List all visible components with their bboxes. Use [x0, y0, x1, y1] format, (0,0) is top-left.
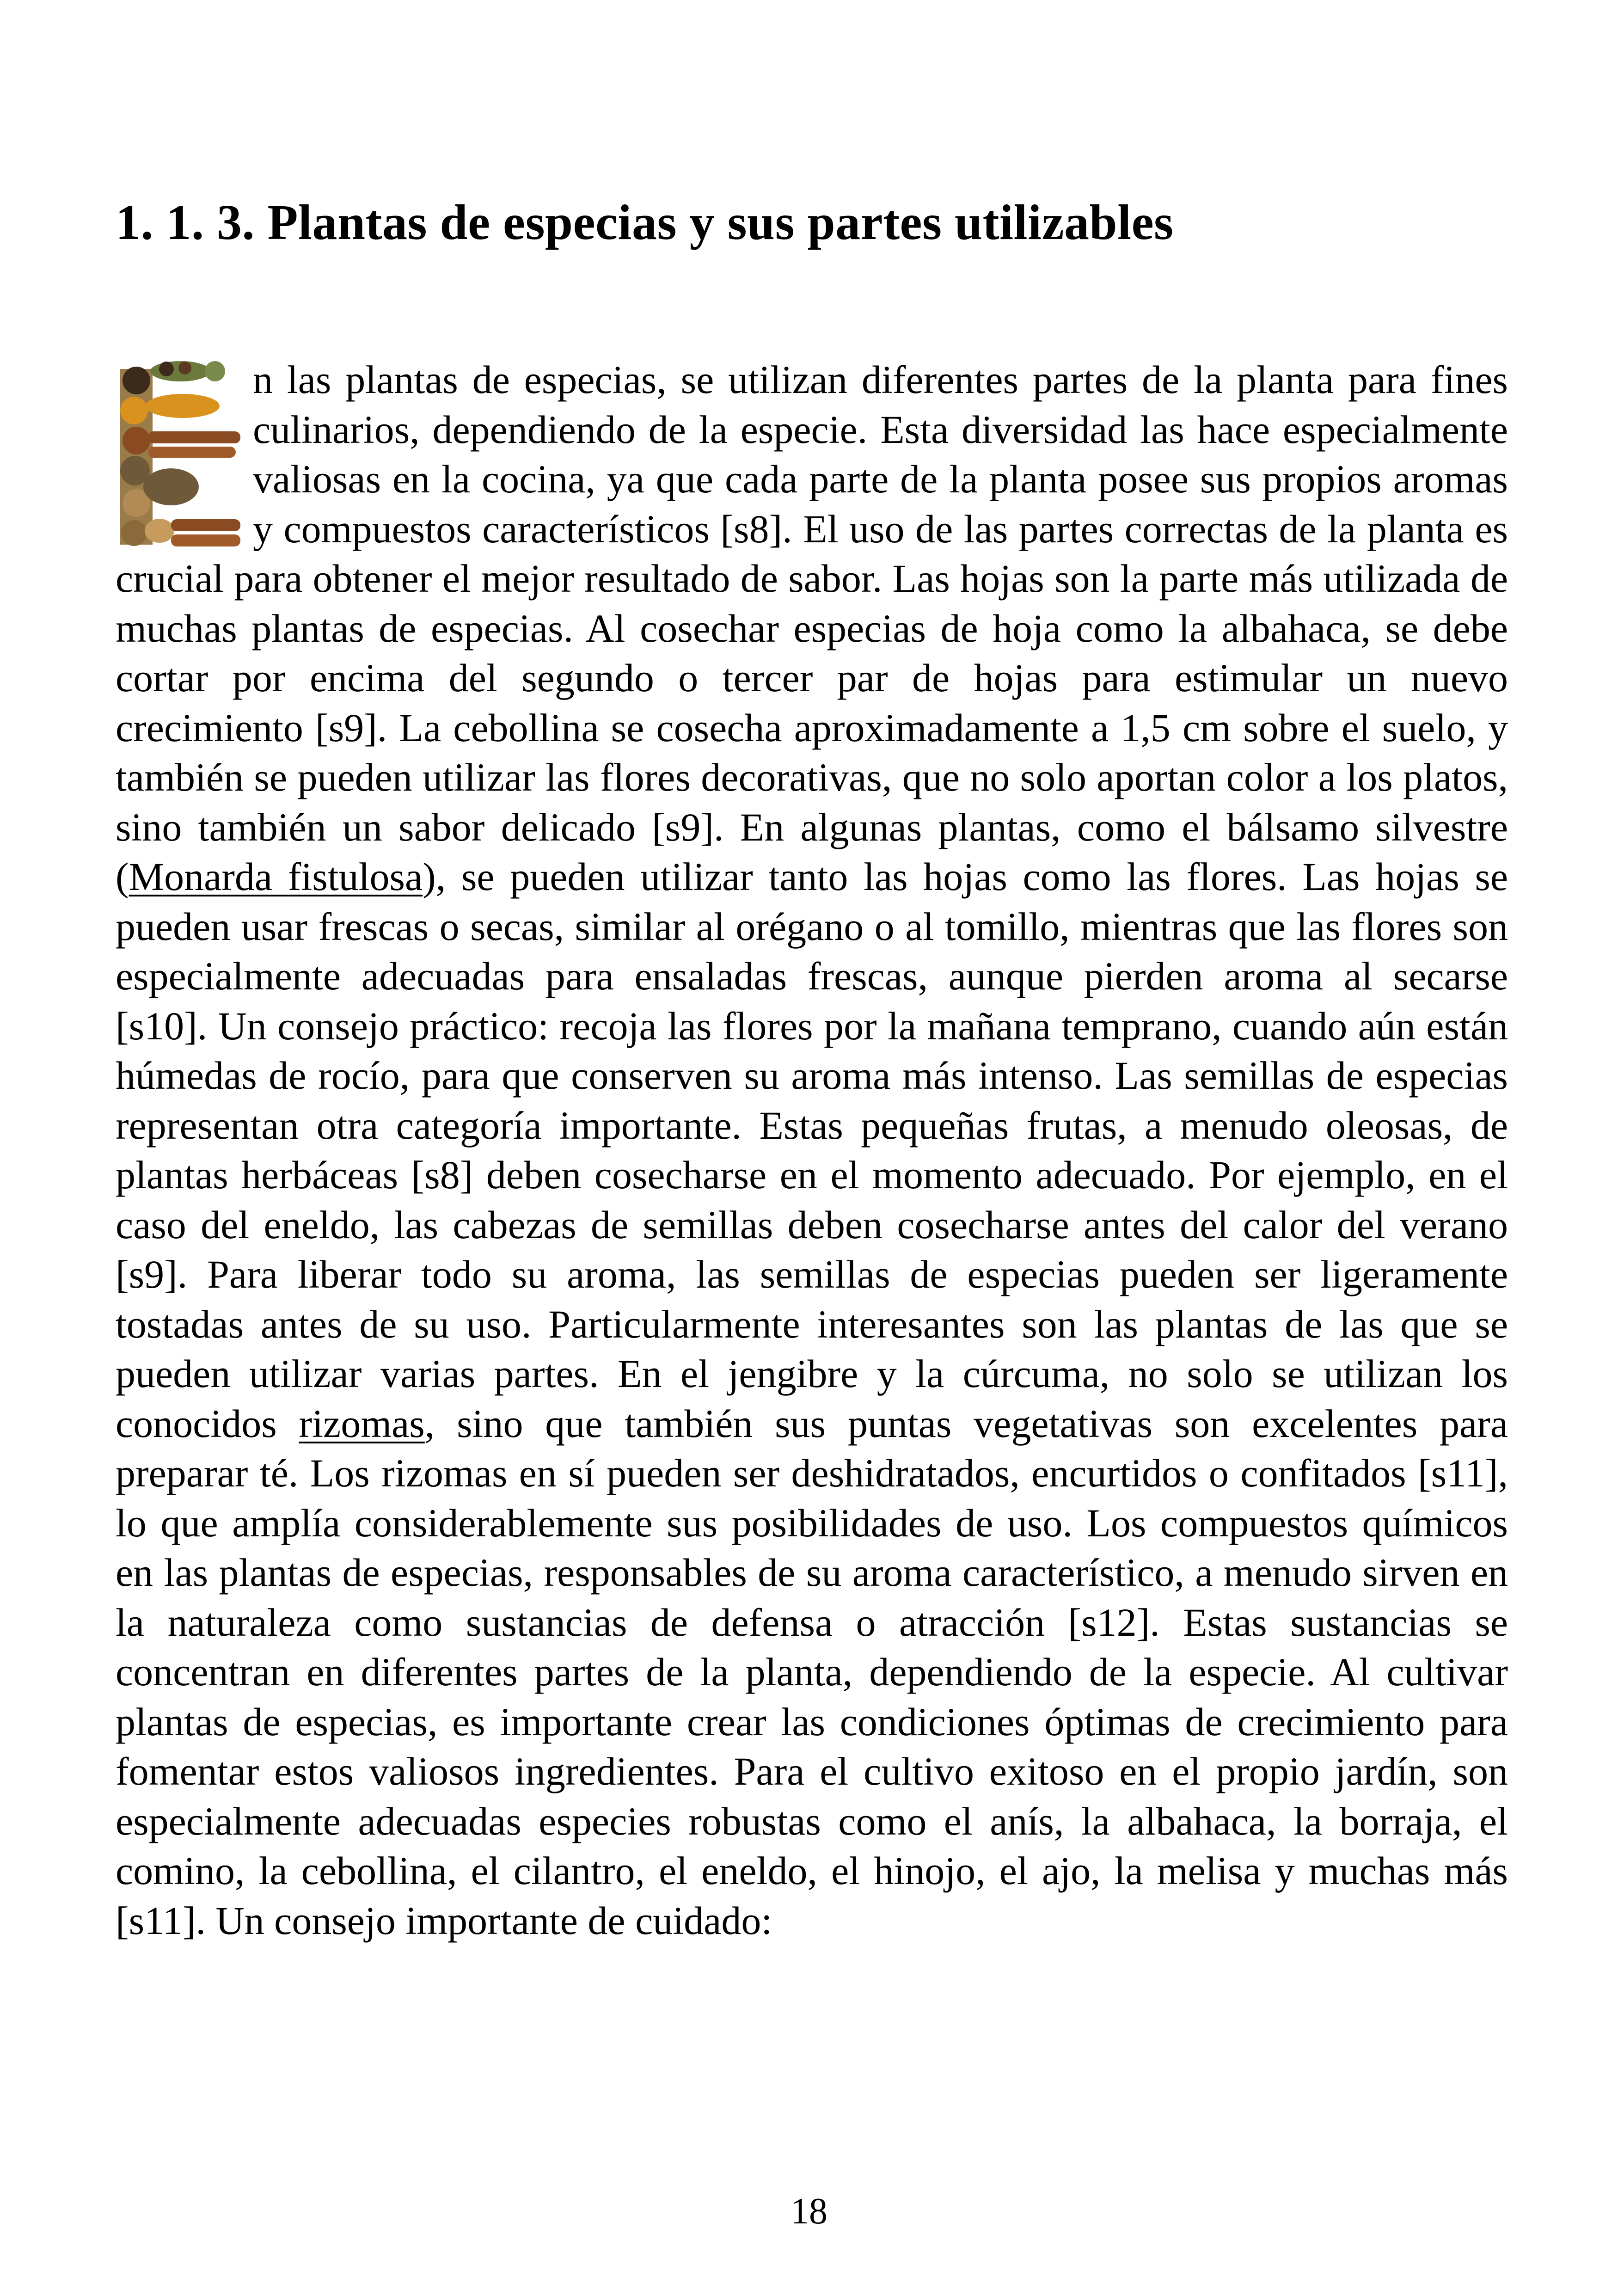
page-number: 18: [791, 2191, 827, 2232]
link-monarda-fistulosa[interactable]: Monarda fistulosa: [129, 854, 423, 899]
paragraph-part-2: ), se pueden utilizar tanto las hojas como las flores. Las hojas se pueden usar frescas o secas, similar al orégano o al tomillo, mientras que las flores son especialmente adecuadas para ensaladas frescas, aunque pierden aroma al secarse [s10]. Un consejo práctico: recoja las flores por la mañana temprano, cuando aún están húmedas de rocío, para que conserven su aroma más intenso. Las semillas de especias representan otra categoría importante. Estas pequeñas frutas, a menudo oleosas, de plantas herbáceas [s8] deben cosecharse en el momento adecuado. Por ejemplo, en el caso del eneldo, las cabezas de semillas deben cosecharse antes del calor del verano [s9]. Para liberar todo su aroma, las semillas de especias pueden ser ligeramente tostadas antes de su uso. Particularmente interesantes son las plantas de las que se pueden utilizar varias partes. En el jengibre y la cúrcuma, no solo se utilizan los conocidos: [116, 854, 1508, 1446]
dropcap-e-spices-illustration: [116, 355, 243, 552]
body-text: [116, 355, 1508, 1946]
section-heading: 1. 1. 3. Plantas de especias y sus partes utilizables: [116, 195, 1174, 250]
link-rizomas[interactable]: rizomas: [299, 1401, 425, 1446]
paragraph-part-3: , sino que también sus puntas vegetativas son excelentes para preparar té. Los rizomas en sí pueden ser deshidratados, encurtidos o confitados [s11], lo que amplía considerablemente sus posibilidades de uso. Los compuestos químicos en las plantas de especias, responsables de su aroma característico, a menudo sirven en la naturaleza como sustancias de defensa o atracción [s12]. Estas sustancias se concentran en diferentes partes de la planta, dependiendo de la especie. Al cultivar plantas de especias, es importante crear las condiciones óptimas de crecimiento para fomentar estos valiosos ingredientes. Para el cultivo exitoso en el propio jardín, son especialmente adecuadas especies robustas como el anís, la albahaca, la borraja, el comino, la cebollina, el cilantro, el eneldo, el hinojo, el ajo, la melisa y muchas más [s11]. Un consejo importante de cuidado:: [116, 1401, 1508, 1943]
paragraph-part-1: n las plantas de especias, se utilizan diferentes partes de la planta para fines culinarios, dependiendo de la especie. Esta diversidad las hace especialmente valiosas en la cocina, ya que cada parte de la planta posee sus propios aromas y compuestos característicos [s8]. El uso de las partes correctas de la planta es crucial para obtener el mejor resultado de sabor. Las hojas son la parte más utilizada de muchas plantas de especias. Al cosechar especias de hoja como la albahaca, se debe cortar por encima del segundo o tercer par de hojas para estimular un nuevo crecimiento [s9]. La cebollina se cosecha aproximadamente a 1,5 cm sobre el suelo, y también se pueden utilizar las flores decorativas, que no solo aportan color a los platos, sino también un sabor delicado [s9]. En algunas plantas, como el bálsamo silvestre (: [116, 357, 1508, 899]
